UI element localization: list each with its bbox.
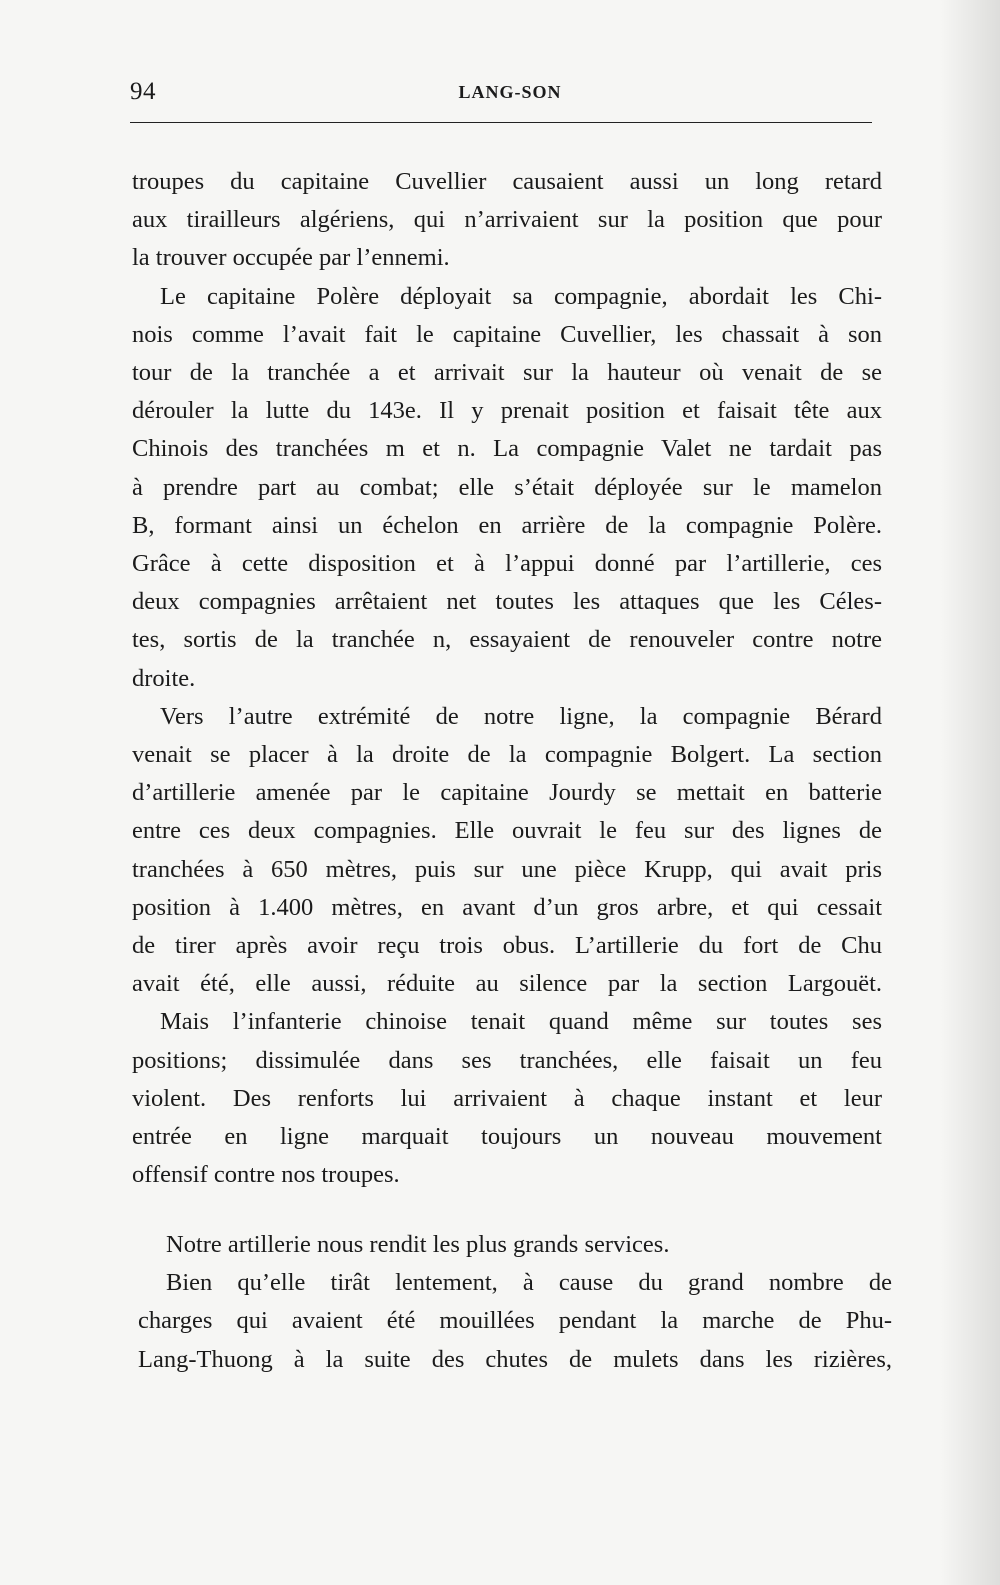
paragraph	[138, 1226, 892, 1264]
body-text-continued	[138, 1226, 892, 1379]
text-line: venait se placer à la droite de la compagnie Bolgert. La section	[132, 741, 882, 769]
text-line: positions; dissimulée dans ses tranchées, elle faisait un feu	[132, 1046, 882, 1074]
text-line: droite.	[132, 664, 196, 692]
text-line: nois comme l’avait fait le capitaine Cuvellier, les chassait à son	[132, 320, 882, 348]
text-line: deux compagnies arrêtaient net toutes les attaques que les Céles-	[132, 588, 882, 616]
text-line: Notre artillerie nous rendit les plus grands services.	[166, 1231, 670, 1258]
text-line: dérouler la lutte du 143e. Il y prenait position et faisait tête aux	[132, 397, 882, 425]
body-text	[132, 163, 882, 1194]
text-line: tour de la tranchée a et arrivait sur la hauteur où venait de se	[132, 359, 882, 387]
text-line: Vers l’autre extrémité de notre ligne, la compagnie Bérard	[160, 702, 882, 730]
text-line: entre ces deux compagnies. Elle ouvrait le feu sur des lignes de	[132, 817, 882, 845]
text-line: Lang-Thuong à la suite des chutes de mulets dans les rizières,	[138, 1345, 892, 1373]
text-line: Mais l’infanterie chinoise tenait quand même sur toutes ses	[160, 1008, 882, 1036]
text-line: tes, sortis de la tranchée n, essayaient de renouveler contre notre	[132, 626, 882, 654]
text-line: Le capitaine Polère déployait sa compagnie, abordait les Chi-	[160, 282, 882, 310]
page-header	[130, 78, 890, 114]
page-number: 94	[130, 78, 156, 105]
text-line: la trouver occupée par l’ennemi.	[132, 244, 450, 272]
text-line: aux tirailleurs algériens, qui n’arrivaient sur la position que pour	[132, 206, 882, 234]
text-line: offensif contre nos troupes.	[132, 1161, 400, 1189]
text-line: Bien qu’elle tirât lentement, à cause du grand nombre de	[166, 1269, 892, 1297]
text-line: entrée en ligne marquait toujours un nouveau mouvement	[132, 1123, 882, 1151]
text-line: B, formant ainsi un échelon en arrière de la compagnie Polère.	[132, 511, 882, 539]
text-line: avait été, elle aussi, réduite au silence par la section Largouët.	[132, 970, 882, 998]
page-edge-shadow	[940, 0, 1000, 1585]
text-line: Grâce à cette disposition et à l’appui donné par l’artillerie, ces	[132, 550, 882, 578]
text-line: d’artillerie amenée par le capitaine Jourdy se mettait en batterie	[132, 779, 882, 807]
text-line: tranchées à 650 mètres, puis sur une pièce Krupp, qui avait pris	[132, 855, 882, 883]
text-line: violent. Des renforts lui arrivaient à chaque instant et leur	[132, 1084, 882, 1112]
paragraph	[132, 163, 882, 278]
text-line: troupes du capitaine Cuvellier causaient aussi un long retard	[132, 168, 882, 195]
header-rule	[130, 122, 872, 123]
paragraph	[132, 1003, 882, 1194]
text-line: de tirer après avoir reçu trois obus. L’artillerie du fort de Chu	[132, 932, 882, 960]
text-line: à prendre part au combat; elle s’était déployée sur le mamelon	[132, 473, 882, 501]
paragraph	[138, 1264, 892, 1379]
text-line: charges qui avaient été mouillées pendant la marche de Phu-	[138, 1307, 892, 1335]
paragraph	[132, 278, 882, 698]
text-line: position à 1.400 mètres, en avant d’un gros arbre, et qui cessait	[132, 893, 882, 921]
text-line: Chinois des tranchées m et n. La compagnie Valet ne tardait pas	[132, 435, 882, 463]
running-head: LANG-SON	[458, 82, 562, 102]
paragraph	[132, 698, 882, 1004]
